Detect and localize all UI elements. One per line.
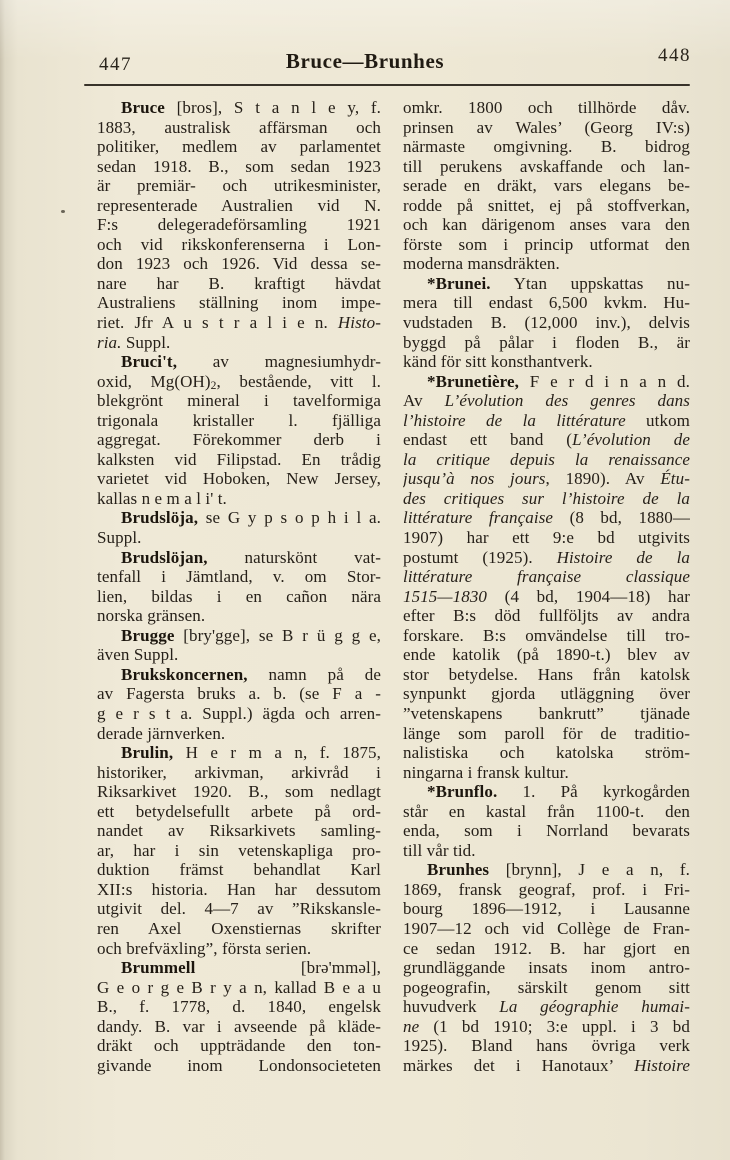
page-number-right: 448 (658, 45, 691, 66)
text-line: kallas n e m a l i' t. (97, 488, 227, 508)
text-line: trigonala kristaller l. fjälliga (97, 410, 381, 430)
text-line: och brefväxling”, första serien. (97, 938, 312, 958)
text-line: ningarna i fransk kultur. (403, 762, 569, 782)
text-line: des critiques sur l’histoire de la (403, 488, 690, 508)
text-line: la critique depuis la renaissance (403, 449, 690, 469)
text-line: Av L’évolution des genres dans (403, 391, 690, 411)
text-line: står en kastal från 1100-t. den (403, 801, 690, 821)
text-line: ett betydelsefullt arbete på ord- (97, 801, 381, 821)
text-line: till perukens avskaffande och lan- (403, 156, 690, 176)
text-line: förste som i princip utformat den (403, 234, 690, 254)
text-line: forskare. B:s omvändelse till tro- (403, 625, 690, 645)
text-line: ende katolik (på 1890-t.) blev av (403, 645, 690, 665)
text-line: representerade Australien vid N. (97, 195, 381, 215)
page-number-left: 447 (99, 54, 132, 75)
text-line: Brudslöjan, naturskönt vat- (121, 547, 381, 567)
header-rule (84, 84, 690, 86)
text-line: Brummell [brə'mməl], (121, 958, 381, 978)
text-line: aggregat. Förekommer derb i (97, 430, 381, 450)
text-line: dandy. B. var i avseende på kläde- (97, 1016, 381, 1036)
text-line: ren Axel Oxenstiernas skrifter (97, 918, 381, 938)
text-line: Riksarkivet 1920. B., som nedlagt (97, 782, 381, 802)
running-head-title: Bruce—Brunhes (285, 49, 445, 73)
text-line: politiker, medlem av parlamentet (97, 137, 381, 157)
text-line: 1883, australisk affärsman och (97, 117, 381, 137)
text-line: rodde på snittet, ej på stoffverkan, (403, 195, 690, 215)
text-line: Bruce [bros], S t a n l e y, f. (121, 98, 381, 117)
text-line: länge som paroll för de traditio- (403, 723, 690, 743)
text-line: huvudverk La géographie humai- (403, 997, 690, 1017)
text-line: Brulin, H e r m a n, f. 1875, (121, 743, 381, 763)
text-line: Brukskoncernen, namn på de (121, 664, 381, 684)
text-line: synpunkt gjorda utläggning över (403, 684, 690, 704)
text-line: XII:s historia. Han har dessutom (97, 879, 381, 899)
text-line: omkr. 1800 och tillhörde dåv. (403, 98, 690, 117)
text-line: moderna mansdräkten. (403, 254, 560, 274)
text-line: bourg 1896—1912, i Lausanne (403, 899, 690, 919)
text-line: Australiens ställning inom impe- (97, 293, 381, 313)
text-line: vudstaden B. (12,000 inv.), delvis (403, 313, 690, 333)
text-line: derade järnverken. (97, 723, 226, 743)
text-line: blekgrönt mineral i tavelformiga (97, 391, 381, 411)
text-line: ria. Suppl. (97, 332, 171, 352)
text-line: jusqu’à nos jours, 1890). Av Étu- (403, 469, 690, 489)
text-line: mera till endast 6,500 kvkm. Hu- (403, 293, 690, 313)
text-line: nalistiska och katolska ström- (403, 743, 690, 763)
text-line: varietet vid Hoboken, New Jersey, (97, 469, 381, 489)
text-line: känd för sitt konsthantverk. (403, 352, 593, 372)
text-line: givande inom Londonsocieteten (97, 1055, 381, 1075)
text-line: riet. Jfr A u s t r a l i e n. Histo- (97, 313, 381, 333)
text-line: och kan därigenom anses vara den (403, 215, 690, 235)
text-line: 1925). Bland hans övriga verk (403, 1036, 690, 1056)
text-line: dräkt och uppträdande den ton- (97, 1036, 381, 1056)
text-line: Brunhes [brynn], J e a n, f. (427, 860, 690, 880)
text-line: *Brunflo. 1. På kyrkogården (427, 782, 690, 802)
text-line: märkes det i Hanotaux’ Histoire (403, 1055, 690, 1075)
text-line: pogeografin, särskilt genom sitt (403, 977, 690, 997)
text-line: grundläggande insats inom antro- (403, 958, 690, 978)
text-line: g e r s t a. Suppl.) ägda och arren- (97, 703, 381, 723)
text-line: kalksten vid Filipstad. En trådig (97, 449, 381, 469)
text-line: l’histoire de la littérature utkom (403, 410, 690, 430)
text-line: är premiär- och utrikesminister, (97, 176, 381, 196)
text-line: 1907) har ett 9:e bd utgivits (403, 528, 690, 548)
text-line: 1907—12 och vid Collège de Fran- (403, 918, 690, 938)
text-line: till vår tid. (403, 840, 476, 860)
column-right (403, 98, 690, 1075)
text-line: ar, har i sin vetenskapliga pro- (97, 840, 381, 860)
text-line: nandet av Riksarkivets samling- (97, 821, 381, 841)
text-line: efter B:s död fullföljts av andra (403, 606, 690, 626)
text-line: 1515—1830 (4 bd, 1904—18) har (403, 586, 690, 606)
text-line: enda, som i Norrland bevarats (403, 821, 690, 841)
text-line: 1869, fransk geograf, prof. i Fri- (403, 879, 690, 899)
text-line: prinsen av Wales’ (Georg IV:s) (403, 117, 690, 137)
text-line: endast ett band (L’évolution de (403, 430, 690, 450)
text-line: duktion främst behandlat Karl (97, 860, 381, 880)
text-line: G e o r g e B r y a n, kallad B e a u (97, 977, 381, 997)
text-line: Brugge [bry'gge], se B r ü g g e, (121, 625, 381, 645)
text-line: nare har B. kraftigt hävdat (97, 273, 381, 293)
text-line: av Fagersta bruks a. b. (se F a - (97, 684, 381, 704)
ink-speck (61, 210, 65, 213)
text-line: närmaste omgivning. B. bidrog (403, 137, 690, 157)
text-line: historiker, arkivman, arkivråd i (97, 762, 381, 782)
text-line: ne (1 bd 1910; 3:e uppl. i 3 bd (403, 1016, 690, 1036)
text-line: serade en dräkt, vars elegans be- (403, 176, 690, 196)
text-line: don 1923 och 1926. Vid dessa se- (97, 254, 381, 274)
text-line: även Suppl. (97, 645, 179, 665)
text-line: Brudslöja, se G y p s o p h i l a. (121, 508, 381, 528)
text-line: lien, bildas i en cañon nära (97, 586, 381, 606)
text-line: B., f. 1778, d. 1840, engelsk (97, 997, 381, 1017)
text-line: norska gränsen. (97, 606, 206, 626)
text-line: sedan 1918. B., som sedan 1923 (97, 156, 381, 176)
text-line: stor betydelse. Hans från katolsk (403, 664, 690, 684)
text-line: och vid rikskonferenserna i Lon- (97, 234, 381, 254)
text-line: utgivit del. 4—7 av ”Rikskansle- (97, 899, 381, 919)
text-line: byggd på pålar i floden B., är (403, 332, 690, 352)
text-line: *Brunetière, F e r d i n a n d. (427, 371, 690, 391)
text-line: Suppl. (97, 528, 142, 548)
column-left (97, 98, 381, 1075)
text-line: F:s delegeradeförsamling 1921 (97, 215, 381, 235)
text-line: ce sedan 1912. B. har gjort en (403, 938, 690, 958)
text-line: Bruci't, av magnesiumhydr- (121, 352, 381, 372)
text-line: *Brunei. Ytan uppskattas nu- (427, 273, 690, 293)
text-line: postumt (1925). Histoire de la (403, 547, 690, 567)
text-line: oxid, $Mg(OH)_2$, bestående, vitt l. (97, 371, 381, 392)
text-line: littérature française classique (403, 567, 690, 587)
text-line: tenfall i Jämtland, v. om Stor- (97, 567, 381, 587)
text-line: ”vetenskapens bankrutt” tjänade (403, 703, 690, 723)
text-line: littérature française (8 bd, 1880— (403, 508, 690, 528)
